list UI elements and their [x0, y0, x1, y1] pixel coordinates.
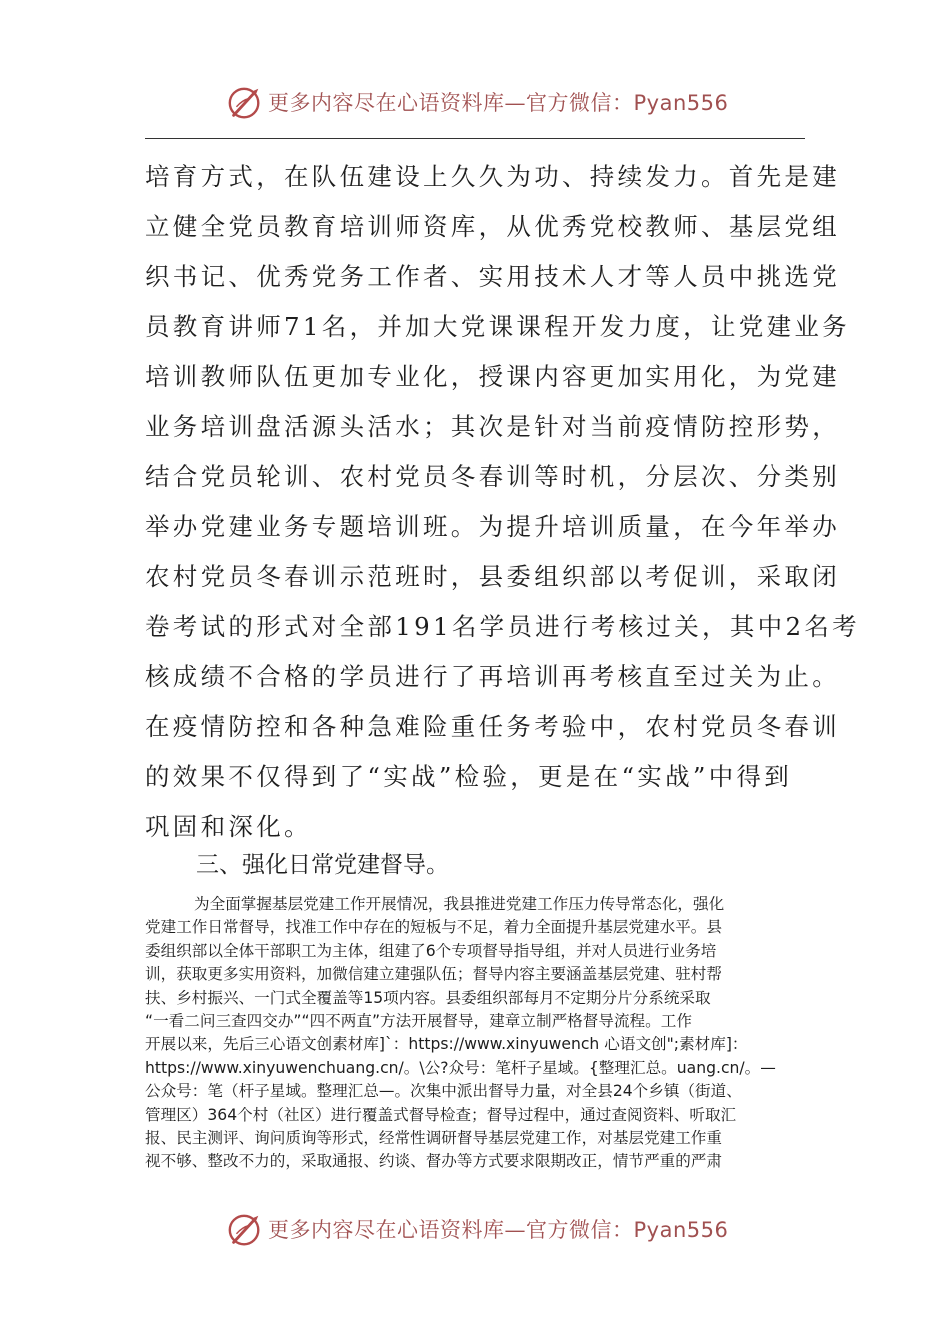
text-line: 为全面掌握基层党建工作开展情况，我县推进党建工作压力传导常态化，强化 — [194, 895, 725, 913]
header-watermark — [0, 78, 950, 128]
pen-logo-icon — [226, 1211, 264, 1249]
text-line: 织书记、优秀党务工作者、实用技术人才等人员中挑选党 — [145, 262, 840, 291]
watermark-text: 更多内容尽在心语资料库—官方微信： — [268, 91, 634, 115]
text-line: “一看二问三查四交办”“四不两直”方法开展督导，建章立制严格督导流程。工作 — [145, 1011, 692, 1030]
section-paragraph — [145, 893, 807, 1174]
text-line: 结合党员轮训、农村党员冬春训等时机，分层次、分类别 — [145, 462, 840, 491]
wechat-id: Pyan556 — [633, 1218, 729, 1242]
section-heading: 三、强化日常党建督导。 — [196, 852, 449, 878]
text-line: 的效果不仅得到了“实战”检验，更是在“实战”中得到 — [145, 762, 793, 791]
text-line: 培育方式，在队伍建设上久久为功、持续发力。首先是建 — [145, 162, 840, 191]
body-paragraph — [145, 152, 860, 852]
text-line: 卷考试的形式对全部191名学员进行考核过关，其中2名考 — [145, 612, 860, 641]
text-line: 业务培训盘活源头活水；其次是针对当前疫情防控形势， — [145, 412, 840, 441]
pen-logo-icon — [226, 84, 264, 122]
header-divider — [145, 138, 805, 139]
text-line: 委组织部以全体干部职工为主体，组建了6个专项督导指导组，并对人员进行业务培 — [145, 941, 717, 960]
text-line: 举办党建业务专题培训班。为提升培训质量，在今年举办 — [145, 512, 840, 541]
text-line: 公众号：笔（杆子星域。整理汇总—。次集中派出督导力量，对全县24个乡镇（街道、 — [145, 1082, 742, 1101]
text-line: 员教育讲师71名，并加大党课课程开发力度，让党建业务 — [145, 312, 850, 341]
text-line: 开展以来，先后三心语文创素材库]`：https://www.xinyuwench 心语文创";素材库]： — [145, 1035, 748, 1054]
text-line: 在疫情防控和各种急难险重任务考验中，农村党员冬春训 — [145, 712, 840, 741]
wechat-id: Pyan556 — [633, 91, 729, 115]
text-line: 培训教师队伍更加专业化，授课内容更加实用化，为党建 — [145, 362, 840, 391]
text-line: 核成绩不合格的学员进行了再培训再考核直至过关为止。 — [145, 662, 840, 691]
footer-watermark — [0, 1205, 950, 1255]
text-line: 巩固和深化。 — [145, 812, 312, 841]
text-line: 视不够、整改不力的，采取通报、约谈、督办等方式要求限期改正，情节严重的严肃 — [145, 1152, 722, 1171]
text-line: 立健全党员教育培训师资库，从优秀党校教师、基层党组 — [145, 212, 840, 241]
text-line: 报、民主测评、询问质询等形式，经常性调研督导基层党建工作，对基层党建工作重 — [145, 1128, 722, 1147]
text-line: 管理区）364个村（社区）进行覆盖式督导检查；督导过程中，通过查阅资料、听取汇 — [145, 1105, 737, 1124]
text-line: 农村党员冬春训示范班时，县委组织部以考促训，采取闭 — [145, 562, 840, 591]
text-line: 扶、乡村振兴、一门式全覆盖等15项内容。县委组织部每月不定期分片分系统采取 — [145, 988, 711, 1007]
text-line: 党建工作日常督导，找准工作中存在的短板与不足，着力全面提升基层党建水平。县 — [145, 918, 722, 937]
text-line: https://www.xinyuwenchuang.cn/。\公?众号：笔杆子星域。{整理汇总。uang.cn/。— — [145, 1058, 776, 1077]
watermark-text: 更多内容尽在心语资料库—官方微信： — [268, 1218, 634, 1242]
text-line: 训，获取更多实用资料，加微信建立建强队伍；督导内容主要涵盖基层党建、驻村帮 — [145, 965, 722, 984]
